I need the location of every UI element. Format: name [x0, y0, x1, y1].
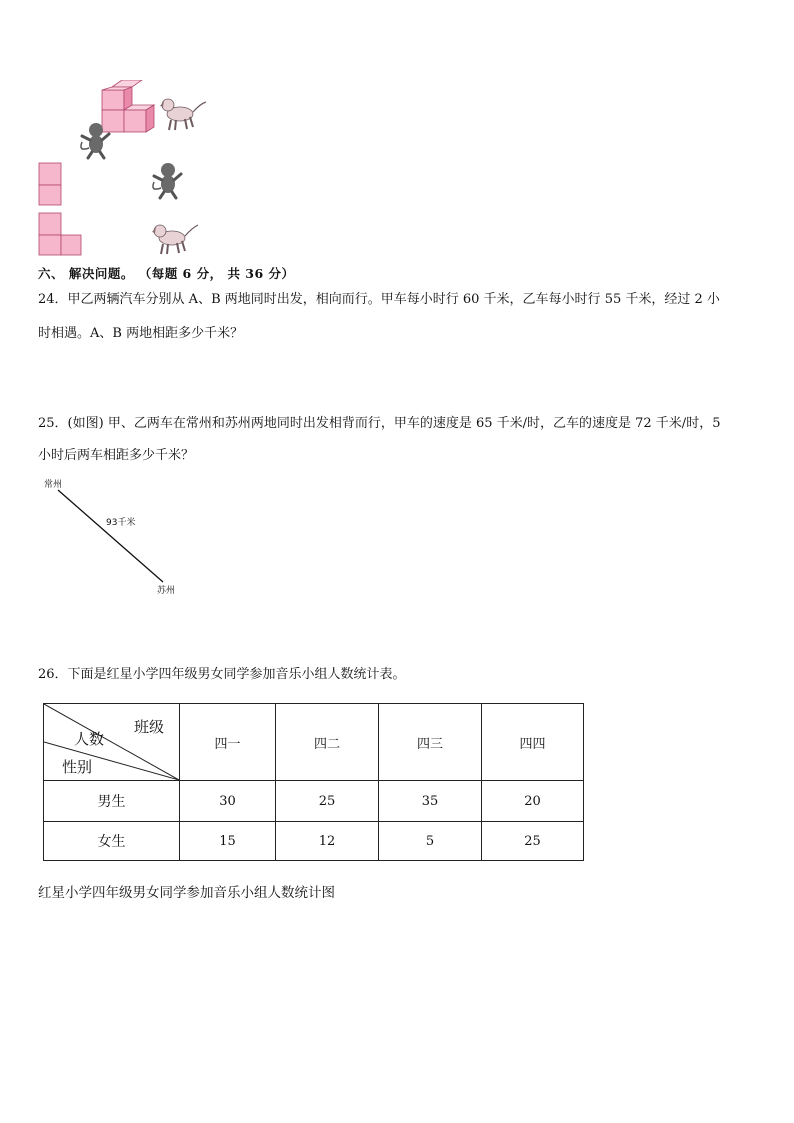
distance-label: 93千米 [106, 518, 136, 528]
route-line [58, 490, 163, 582]
column-header: 四四 [482, 704, 584, 781]
table-cell: 15 [180, 822, 276, 861]
table-cell: 35 [379, 781, 482, 822]
changzhou-label: 常州 [44, 480, 63, 490]
monkey-icon [153, 163, 181, 198]
table-row [44, 781, 584, 822]
table-cell: 25 [482, 822, 584, 861]
table-cell: 5 [379, 822, 482, 861]
row-label: 女生 [44, 822, 180, 861]
table-corner-cell [44, 704, 180, 781]
question-24-line-1: 24．甲乙两辆汽车分别从 A、B 两地同时出发，相向而行。甲车每小时行 60 千米，乙车每小时行 55 千米，经过 2 小 [38, 292, 720, 307]
suzhou-label: 苏州 [157, 586, 176, 596]
dog-icon [160, 99, 206, 130]
statistics-table [43, 703, 584, 861]
table-cell: 25 [276, 781, 379, 822]
route-diagram [40, 476, 200, 596]
chart-caption: 红星小学四年级男女同学参加音乐小组人数统计图 [38, 885, 335, 901]
column-header: 四一 [180, 704, 276, 781]
corner-label-gender: 性别 [62, 758, 93, 776]
question-24-line-2: 时相遇。A、B 两地相距多少千米？ [38, 326, 244, 341]
column-header: 四二 [276, 704, 379, 781]
view-l-shape [39, 213, 81, 255]
table-row [44, 822, 584, 861]
corner-label-class: 班级 [134, 718, 165, 736]
cube-view-figure [30, 80, 230, 260]
question-25-line-2: 小时后两车相距多少千米？ [38, 448, 195, 463]
table-cell: 20 [482, 781, 584, 822]
table-header-row [44, 704, 584, 781]
cube-stack-drawing [102, 80, 154, 132]
question-26-line-1: 26．下面是红星小学四年级男女同学参加音乐小组人数统计表。 [38, 667, 406, 682]
row-label: 男生 [44, 781, 180, 822]
table-cell: 30 [180, 781, 276, 822]
corner-label-count: 人数 [74, 730, 105, 748]
question-25-line-1: 25．(如图) 甲、乙两车在常州和苏州两地同时出发相背而行，甲车的速度是 65 千米/时，乙车的速度是 72 千米/时，5 [38, 416, 721, 431]
column-header: 四三 [379, 704, 482, 781]
table-cell: 12 [276, 822, 379, 861]
section-heading: 六、 解决问题。 （每题 6 分， 共 36 分） [38, 266, 295, 281]
view-two-squares [39, 163, 61, 205]
dog-icon [152, 225, 198, 254]
